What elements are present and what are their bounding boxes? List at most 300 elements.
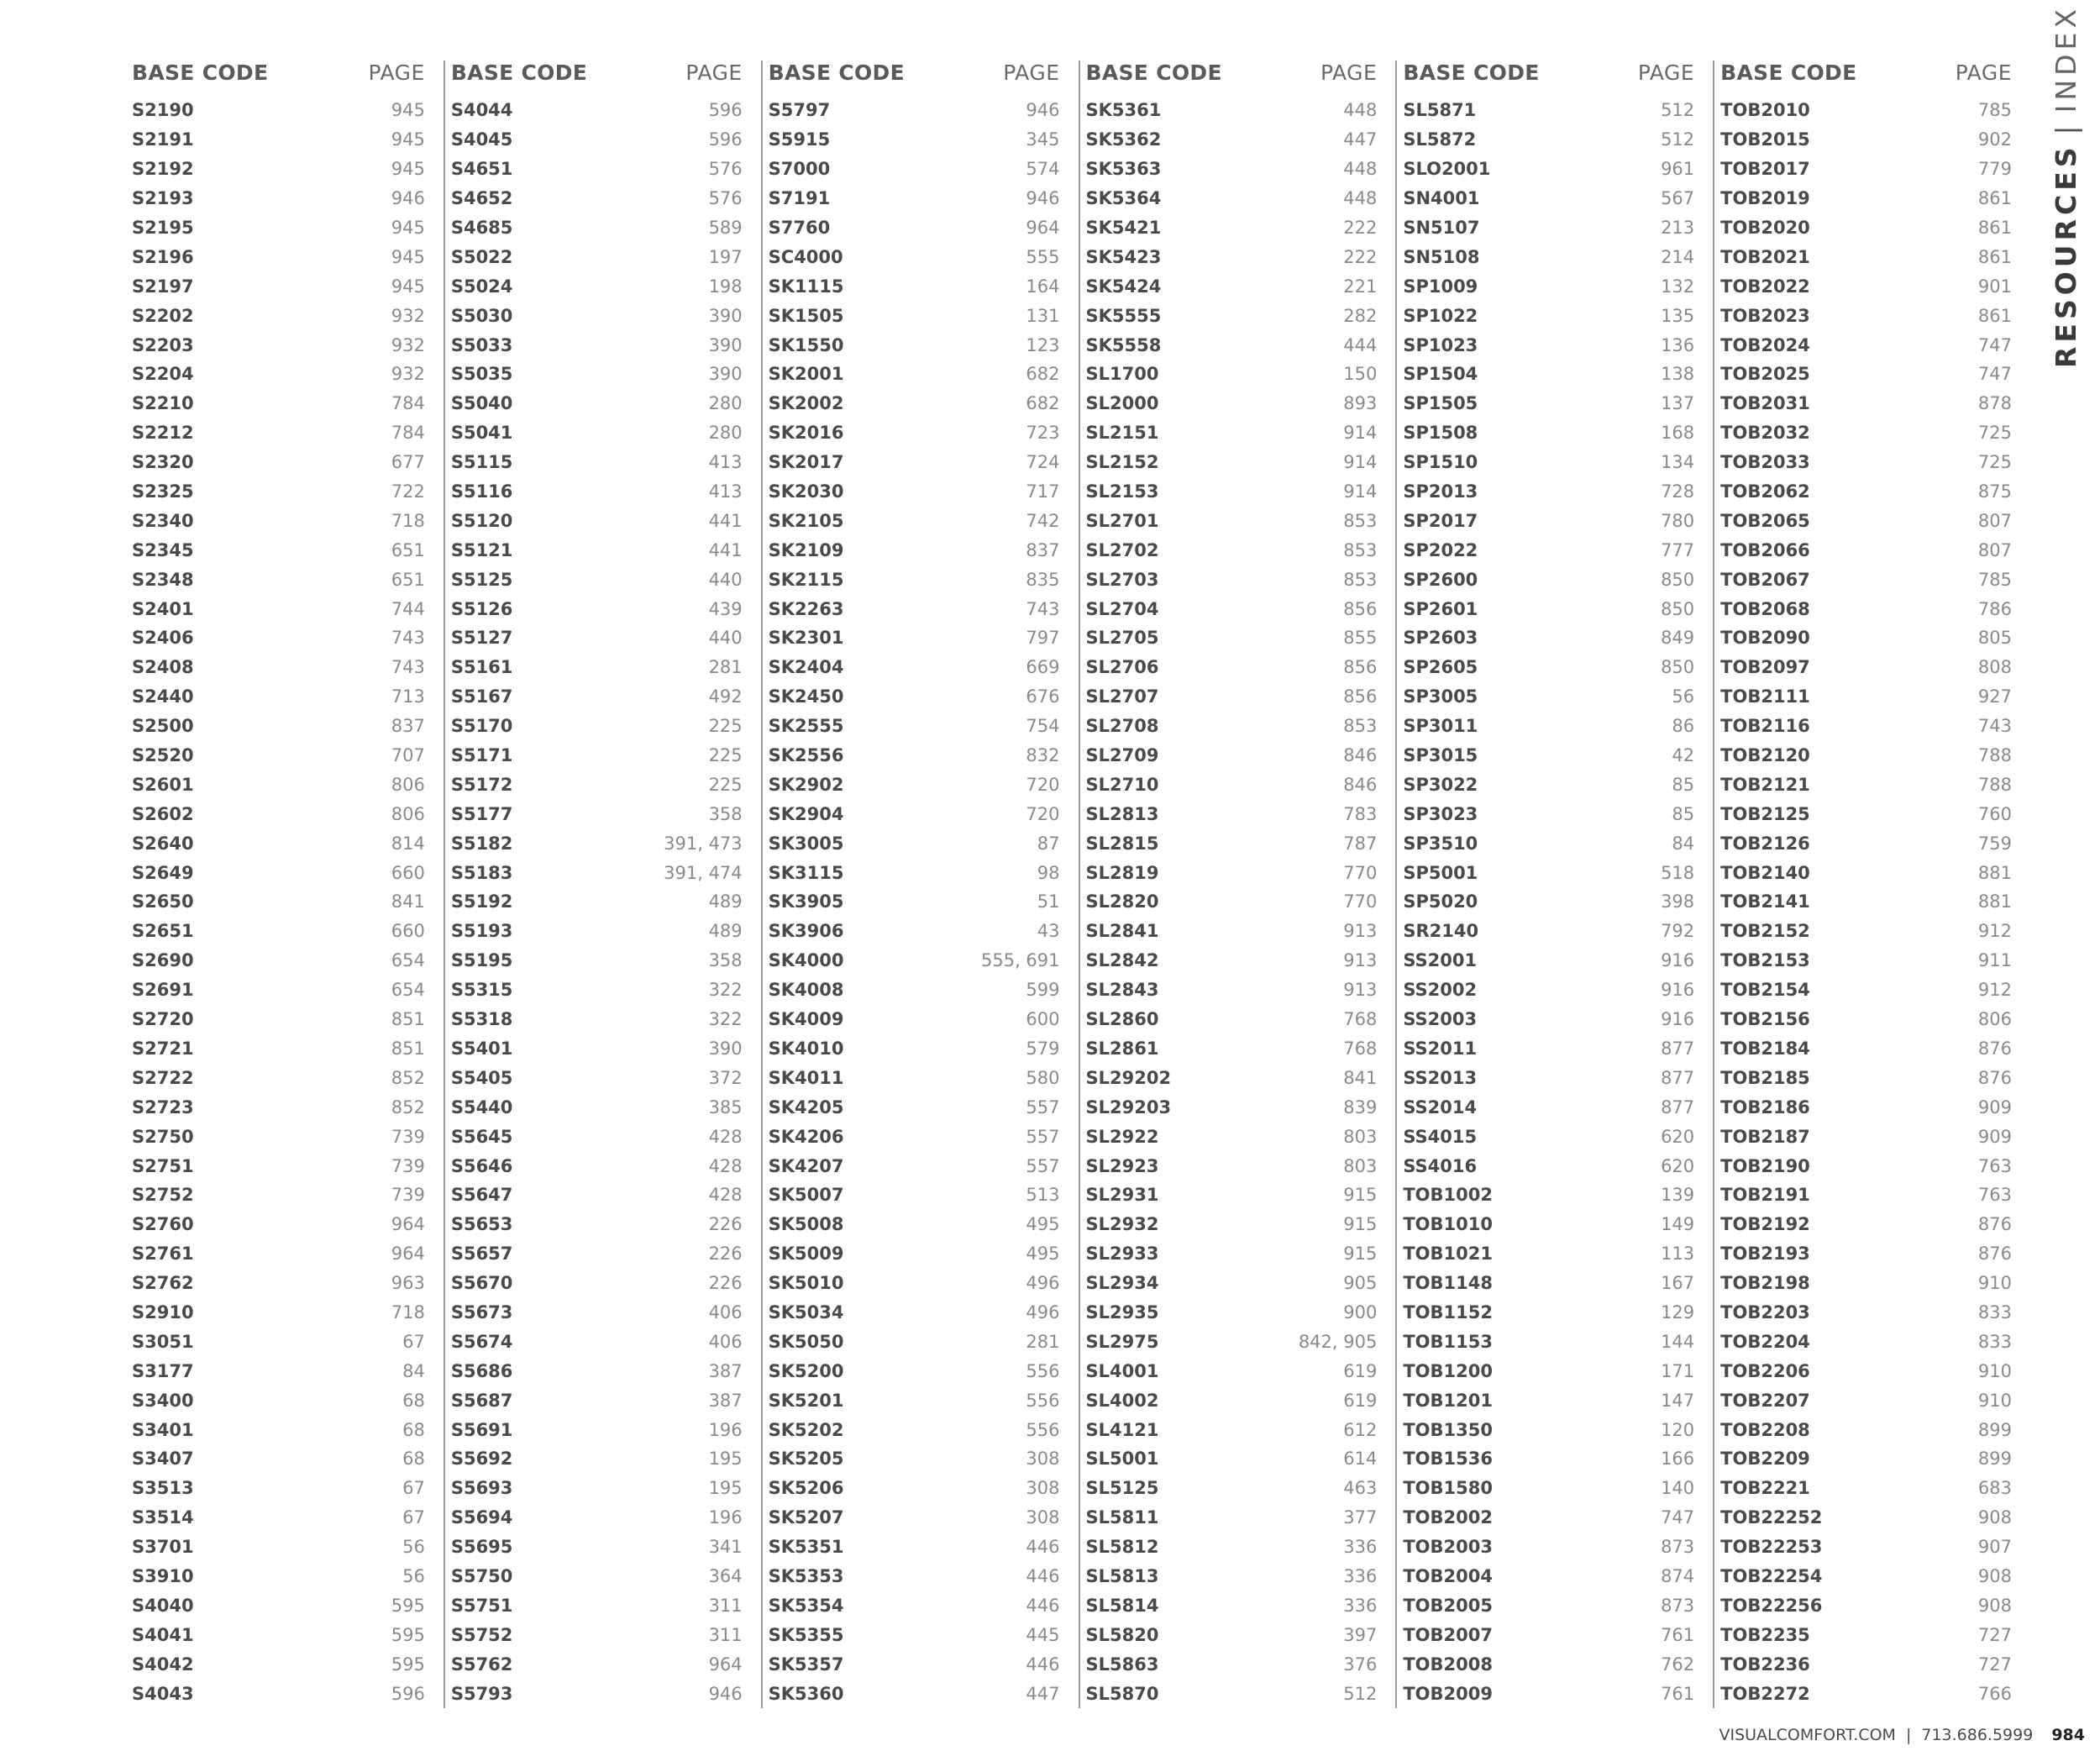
- index-row: [451, 213, 743, 243]
- base-code: S2910: [132, 1301, 194, 1322]
- base-code: SL2841: [1085, 921, 1159, 942]
- header-page: PAGE: [685, 60, 743, 85]
- page-ref: 718: [391, 1301, 425, 1322]
- page-ref: 875: [1977, 481, 2012, 502]
- base-code: TOB2186: [1720, 1096, 1810, 1117]
- index-row: [1403, 1005, 1694, 1034]
- index-row: [769, 1562, 1060, 1591]
- index-row: [451, 682, 743, 712]
- base-code: S2750: [132, 1126, 194, 1147]
- base-code: SL5863: [1085, 1654, 1159, 1675]
- index-row: [1403, 125, 1694, 155]
- page-ref: 445: [1026, 1624, 1060, 1645]
- index-row: [769, 1151, 1060, 1180]
- page-ref: 654: [391, 980, 425, 1001]
- index-row: [1403, 1356, 1694, 1386]
- base-code: S2406: [132, 628, 194, 649]
- page-ref: 448: [1343, 188, 1378, 209]
- page-ref: 428: [708, 1126, 743, 1147]
- page-ref: 413: [708, 452, 743, 473]
- index-row: [1720, 242, 2012, 271]
- page-ref: 912: [1977, 980, 2012, 1001]
- base-code: SK2115: [768, 569, 844, 590]
- page-ref: 856: [1343, 657, 1378, 678]
- base-code: SS4015: [1403, 1126, 1478, 1147]
- page-ref: 387: [708, 1390, 743, 1411]
- base-code: S2720: [132, 1009, 194, 1030]
- page-ref: 770: [1343, 891, 1378, 912]
- page-number: 984: [2051, 1726, 2085, 1744]
- index-row: [1403, 1180, 1694, 1210]
- index-row: [451, 330, 743, 360]
- page-ref: 150: [1343, 364, 1378, 385]
- page-ref: 113: [1661, 1244, 1695, 1265]
- index-row: [132, 1620, 425, 1649]
- base-code: SL2935: [1085, 1301, 1159, 1322]
- base-code: SP2013: [1403, 481, 1478, 502]
- base-code: TOB2090: [1720, 628, 1810, 649]
- base-code: SK5558: [1085, 334, 1162, 355]
- base-code: TOB2025: [1720, 364, 1810, 385]
- index-row: [1403, 1092, 1694, 1122]
- index-row: [132, 155, 425, 184]
- index-row: [132, 330, 425, 360]
- page-ref: 556: [1026, 1360, 1060, 1381]
- page-ref: 963: [391, 1273, 425, 1294]
- page-ref: 144: [1661, 1331, 1695, 1352]
- index-row: [1403, 653, 1694, 682]
- page-ref: 893: [1343, 393, 1378, 414]
- page-ref: 221: [1343, 276, 1378, 297]
- base-code: SK4010: [768, 1038, 844, 1059]
- index-row: [1086, 271, 1378, 301]
- base-code: S2500: [132, 716, 194, 737]
- base-code: SK5363: [1085, 159, 1162, 180]
- base-code: TOB2184: [1720, 1038, 1810, 1059]
- page-ref: 907: [1977, 1537, 2012, 1558]
- page-ref: 131: [1026, 305, 1060, 326]
- index-row: [769, 1269, 1060, 1298]
- page-ref: 489: [708, 921, 743, 942]
- page-ref: 574: [1026, 159, 1060, 180]
- index-row: [1086, 389, 1378, 418]
- base-code: S2193: [132, 188, 194, 209]
- page-ref: 557: [1026, 1155, 1060, 1176]
- base-code: TOB2187: [1720, 1126, 1810, 1147]
- page-ref: 851: [391, 1038, 425, 1059]
- index-row: [132, 623, 425, 653]
- index-row: [1086, 448, 1378, 477]
- index-row: [132, 799, 425, 828]
- base-code: TOB1002: [1403, 1185, 1493, 1206]
- index-row: [132, 506, 425, 535]
- page-ref: 68: [402, 1419, 425, 1440]
- page-ref: 619: [1343, 1360, 1378, 1381]
- page-ref: 833: [1977, 1331, 2012, 1352]
- page-ref: 440: [708, 628, 743, 649]
- index-row: [451, 1415, 743, 1444]
- index-row: [1403, 565, 1694, 594]
- page-ref: 120: [1661, 1419, 1695, 1440]
- base-code: S5022: [450, 246, 513, 267]
- index-row: [132, 360, 425, 389]
- base-code: SL5812: [1085, 1537, 1159, 1558]
- page-ref: 739: [391, 1126, 425, 1147]
- index-row: [451, 1356, 743, 1386]
- footer: [1719, 1726, 2085, 1744]
- base-code: SK3115: [768, 862, 844, 883]
- base-code: S5177: [450, 803, 513, 824]
- index-row: [1720, 1092, 2012, 1122]
- base-code: SP3023: [1403, 803, 1478, 824]
- base-code: SK5355: [768, 1624, 844, 1645]
- base-code: SS2002: [1403, 980, 1478, 1001]
- page-ref: 739: [391, 1155, 425, 1176]
- index-row: [451, 623, 743, 653]
- base-code: S5033: [450, 334, 513, 355]
- column-header: [1086, 60, 1378, 94]
- index-row: [769, 799, 1060, 828]
- base-code: SL4002: [1085, 1390, 1159, 1411]
- page-ref: 876: [1977, 1038, 2012, 1059]
- base-code: SK2263: [768, 598, 844, 619]
- base-code: S2760: [132, 1214, 194, 1235]
- index-row: [1086, 946, 1378, 975]
- page-ref: 913: [1343, 980, 1378, 1001]
- index-row: [1720, 653, 2012, 682]
- base-code: S5752: [450, 1624, 513, 1645]
- base-code: S2650: [132, 891, 194, 912]
- column-header: [1720, 60, 2012, 94]
- index-row: [1086, 1649, 1378, 1679]
- page-ref: 814: [391, 833, 425, 854]
- index-row: [1403, 1620, 1694, 1649]
- page-ref: 390: [708, 1038, 743, 1059]
- page-ref: 783: [1343, 803, 1378, 824]
- page-ref: 358: [708, 803, 743, 824]
- base-code: S5170: [450, 716, 513, 737]
- page-ref: 861: [1977, 188, 2012, 209]
- index-row: [1720, 1533, 2012, 1562]
- page-ref: 742: [1026, 510, 1060, 531]
- index-row: [1086, 125, 1378, 155]
- base-code: TOB2008: [1403, 1654, 1493, 1675]
- base-code: TOB2062: [1720, 481, 1810, 502]
- page-ref: 915: [1343, 1244, 1378, 1265]
- page-ref: 853: [1343, 510, 1378, 531]
- page-ref: 873: [1661, 1595, 1695, 1616]
- page-ref: 149: [1661, 1214, 1695, 1235]
- index-row: [132, 1415, 425, 1444]
- page-ref: 846: [1343, 745, 1378, 766]
- index-row: [769, 389, 1060, 418]
- base-code: S5670: [450, 1273, 513, 1294]
- index-row: [1720, 1415, 2012, 1444]
- base-code: S2520: [132, 745, 194, 766]
- page-ref: 67: [402, 1507, 425, 1528]
- index-row: [1086, 506, 1378, 535]
- base-code: S4040: [132, 1595, 194, 1616]
- base-code: SK2450: [768, 686, 844, 707]
- base-code: S2202: [132, 305, 194, 326]
- index-row: [769, 330, 1060, 360]
- base-code: SL2706: [1085, 657, 1159, 678]
- page-ref: 768: [1343, 1038, 1378, 1059]
- index-row: [132, 1122, 425, 1151]
- index-row: [1720, 418, 2012, 448]
- page-ref: 496: [1026, 1301, 1060, 1322]
- base-code: S4652: [450, 188, 513, 209]
- index-row: [1403, 917, 1694, 946]
- page-ref: 910: [1977, 1273, 2012, 1294]
- base-code: SK2556: [768, 745, 844, 766]
- index-row: [1403, 389, 1694, 418]
- index-row: [1403, 1327, 1694, 1356]
- index-row: [451, 1269, 743, 1298]
- page-ref: 806: [1977, 1009, 2012, 1030]
- page-ref: 600: [1026, 1009, 1060, 1030]
- index-row: [769, 1122, 1060, 1151]
- base-code: S2197: [132, 276, 194, 297]
- page-ref: 225: [708, 774, 743, 795]
- index-row: [769, 1620, 1060, 1649]
- page-ref: 495: [1026, 1244, 1060, 1265]
- index-row: [1403, 741, 1694, 770]
- index-row: [769, 1591, 1060, 1620]
- base-code: TOB2005: [1403, 1595, 1493, 1616]
- index-row: [769, 1092, 1060, 1122]
- base-code: SP1505: [1403, 393, 1478, 414]
- page-ref: 837: [1026, 539, 1060, 560]
- index-row: [1720, 1151, 2012, 1180]
- page-ref: 761: [1661, 1624, 1695, 1645]
- index-row: [1086, 975, 1378, 1005]
- page-ref: 311: [708, 1624, 743, 1645]
- index-row: [451, 741, 743, 770]
- index-row: [769, 1180, 1060, 1210]
- index-row: [132, 1327, 425, 1356]
- base-code: SS4016: [1403, 1155, 1478, 1176]
- index-row: [769, 623, 1060, 653]
- index-row: [1720, 623, 2012, 653]
- base-code: SL1700: [1085, 364, 1159, 385]
- page-ref: 557: [1026, 1096, 1060, 1117]
- index-row: [1720, 594, 2012, 623]
- base-code: TOB2153: [1720, 950, 1810, 971]
- index-row: [132, 1269, 425, 1298]
- index-row: [1403, 184, 1694, 213]
- page-ref: 916: [1661, 1009, 1695, 1030]
- index-column: [1395, 60, 1713, 1708]
- page-ref: 877: [1661, 1038, 1695, 1059]
- base-code: S5750: [450, 1565, 513, 1586]
- page-ref: 908: [1977, 1565, 2012, 1586]
- base-code: S5167: [450, 686, 513, 707]
- index-row: [451, 1386, 743, 1415]
- index-row: [769, 506, 1060, 535]
- base-code: TOB2032: [1720, 423, 1810, 444]
- base-code: TOB2021: [1720, 246, 1810, 267]
- page-ref: 914: [1343, 423, 1378, 444]
- index-row: [1086, 1679, 1378, 1708]
- page-ref: 762: [1661, 1654, 1695, 1675]
- page-ref: 910: [1977, 1390, 2012, 1411]
- page-ref: 56: [1672, 686, 1695, 707]
- page-ref: 428: [708, 1155, 743, 1176]
- base-code: TOB2111: [1720, 686, 1810, 707]
- page-ref: 754: [1026, 716, 1060, 737]
- page-ref: 612: [1343, 1419, 1378, 1440]
- index-row: [1403, 1474, 1694, 1503]
- index-row: [1086, 770, 1378, 799]
- page-ref: 964: [708, 1654, 743, 1675]
- page-ref: 874: [1661, 1565, 1695, 1586]
- base-code: S4651: [450, 159, 513, 180]
- index-row: [1403, 770, 1694, 799]
- index-row: [451, 917, 743, 946]
- index-row: [451, 1533, 743, 1562]
- base-code: TOB2067: [1720, 569, 1810, 590]
- index-row: [1720, 1649, 2012, 1679]
- index-row: [1720, 1474, 2012, 1503]
- index-row: [1403, 213, 1694, 243]
- page-ref: 308: [1026, 1478, 1060, 1499]
- page-ref: 68: [402, 1449, 425, 1470]
- index-row: [451, 828, 743, 858]
- page-ref: 139: [1661, 1185, 1695, 1206]
- page-ref: 377: [1343, 1507, 1378, 1528]
- base-code: SL29203: [1085, 1096, 1172, 1117]
- base-code: S3513: [132, 1478, 194, 1499]
- base-code: SL29202: [1085, 1067, 1172, 1088]
- index-row: [1086, 96, 1378, 125]
- index-row: [1403, 799, 1694, 828]
- index-row: [769, 770, 1060, 799]
- base-code: S5693: [450, 1478, 513, 1499]
- index-row: [1086, 1503, 1378, 1533]
- index-row: [1086, 917, 1378, 946]
- index-row: [132, 1092, 425, 1122]
- base-code: SL4001: [1085, 1360, 1159, 1381]
- index-row: [451, 1444, 743, 1474]
- page-ref: 720: [1026, 774, 1060, 795]
- base-code: SL2923: [1085, 1155, 1159, 1176]
- page-ref: 489: [708, 891, 743, 912]
- base-code: SL2922: [1085, 1126, 1159, 1147]
- index-row: [1720, 1562, 2012, 1591]
- index-row: [1720, 535, 2012, 565]
- page-ref: 166: [1661, 1449, 1695, 1470]
- index-row: [769, 1503, 1060, 1533]
- base-code: SL2819: [1085, 862, 1159, 883]
- base-code: TOB2066: [1720, 539, 1810, 560]
- index-row: [451, 1474, 743, 1503]
- page-ref: 945: [391, 276, 425, 297]
- base-code: SK4009: [768, 1009, 844, 1030]
- index-row: [1086, 858, 1378, 887]
- base-code: SK5008: [768, 1214, 844, 1235]
- index-row: [451, 1210, 743, 1239]
- index-column: [1079, 60, 1396, 1708]
- page-ref: 137: [1661, 393, 1695, 414]
- index-row: [1086, 682, 1378, 712]
- base-code: S2203: [132, 334, 194, 355]
- index-row: [769, 1444, 1060, 1474]
- index-row: [1403, 155, 1694, 184]
- base-code: TOB2193: [1720, 1244, 1810, 1265]
- base-code: TOB2272: [1720, 1683, 1810, 1704]
- base-code: TOB22252: [1720, 1507, 1823, 1528]
- base-code: SK5364: [1085, 188, 1162, 209]
- index-row: [769, 242, 1060, 271]
- header-page: PAGE: [1003, 60, 1060, 85]
- base-code: SL2705: [1085, 628, 1159, 649]
- index-row: [132, 887, 425, 917]
- page-ref: 720: [1026, 803, 1060, 824]
- page-ref: 171: [1661, 1360, 1695, 1381]
- page-ref: 945: [391, 129, 425, 150]
- base-code: TOB2206: [1720, 1360, 1810, 1381]
- page-ref: 42: [1672, 745, 1695, 766]
- base-code: SK5361: [1085, 100, 1162, 121]
- index-row: [769, 1063, 1060, 1092]
- base-code: S5041: [450, 423, 513, 444]
- base-code: TOB2023: [1720, 305, 1810, 326]
- base-code: S5915: [768, 129, 831, 150]
- page-ref: 134: [1661, 452, 1695, 473]
- page-ref: 195: [708, 1449, 743, 1470]
- base-code: S4044: [450, 100, 513, 121]
- page-ref: 899: [1977, 1449, 2012, 1470]
- page-ref: 914: [1343, 452, 1378, 473]
- page-ref: 669: [1026, 657, 1060, 678]
- base-code: S2325: [132, 481, 194, 502]
- index-row: [451, 506, 743, 535]
- index-row: [132, 770, 425, 799]
- index-row: [1086, 184, 1378, 213]
- base-code: S3701: [132, 1537, 194, 1558]
- page-ref: 945: [391, 246, 425, 267]
- base-code: TOB2154: [1720, 980, 1810, 1001]
- page-ref: 784: [391, 423, 425, 444]
- base-code: S5405: [450, 1067, 513, 1088]
- index-row: [1403, 242, 1694, 271]
- index-row: [1086, 1151, 1378, 1180]
- page-ref: 51: [1037, 891, 1060, 912]
- base-code: SK5555: [1085, 305, 1162, 326]
- page-ref: 803: [1343, 1126, 1378, 1147]
- index-row: [1720, 448, 2012, 477]
- index-row: [1086, 594, 1378, 623]
- index-row: [132, 213, 425, 243]
- base-code: SK5354: [768, 1595, 844, 1616]
- page-ref: 446: [1026, 1654, 1060, 1675]
- index-row: [769, 828, 1060, 858]
- base-code: SP3015: [1403, 745, 1478, 766]
- page-ref: 964: [391, 1214, 425, 1235]
- index-row: [1086, 213, 1378, 243]
- base-code: SL2153: [1085, 481, 1159, 502]
- base-code: SS2013: [1403, 1067, 1478, 1088]
- index-row: [451, 1591, 743, 1620]
- base-code: TOB2097: [1720, 657, 1810, 678]
- base-code: SP3022: [1403, 774, 1478, 795]
- page-ref: 280: [708, 393, 743, 414]
- index-row: [1086, 1063, 1378, 1092]
- index-row: [1086, 1298, 1378, 1328]
- page-ref: 226: [708, 1273, 743, 1294]
- base-code: TOB2125: [1720, 803, 1810, 824]
